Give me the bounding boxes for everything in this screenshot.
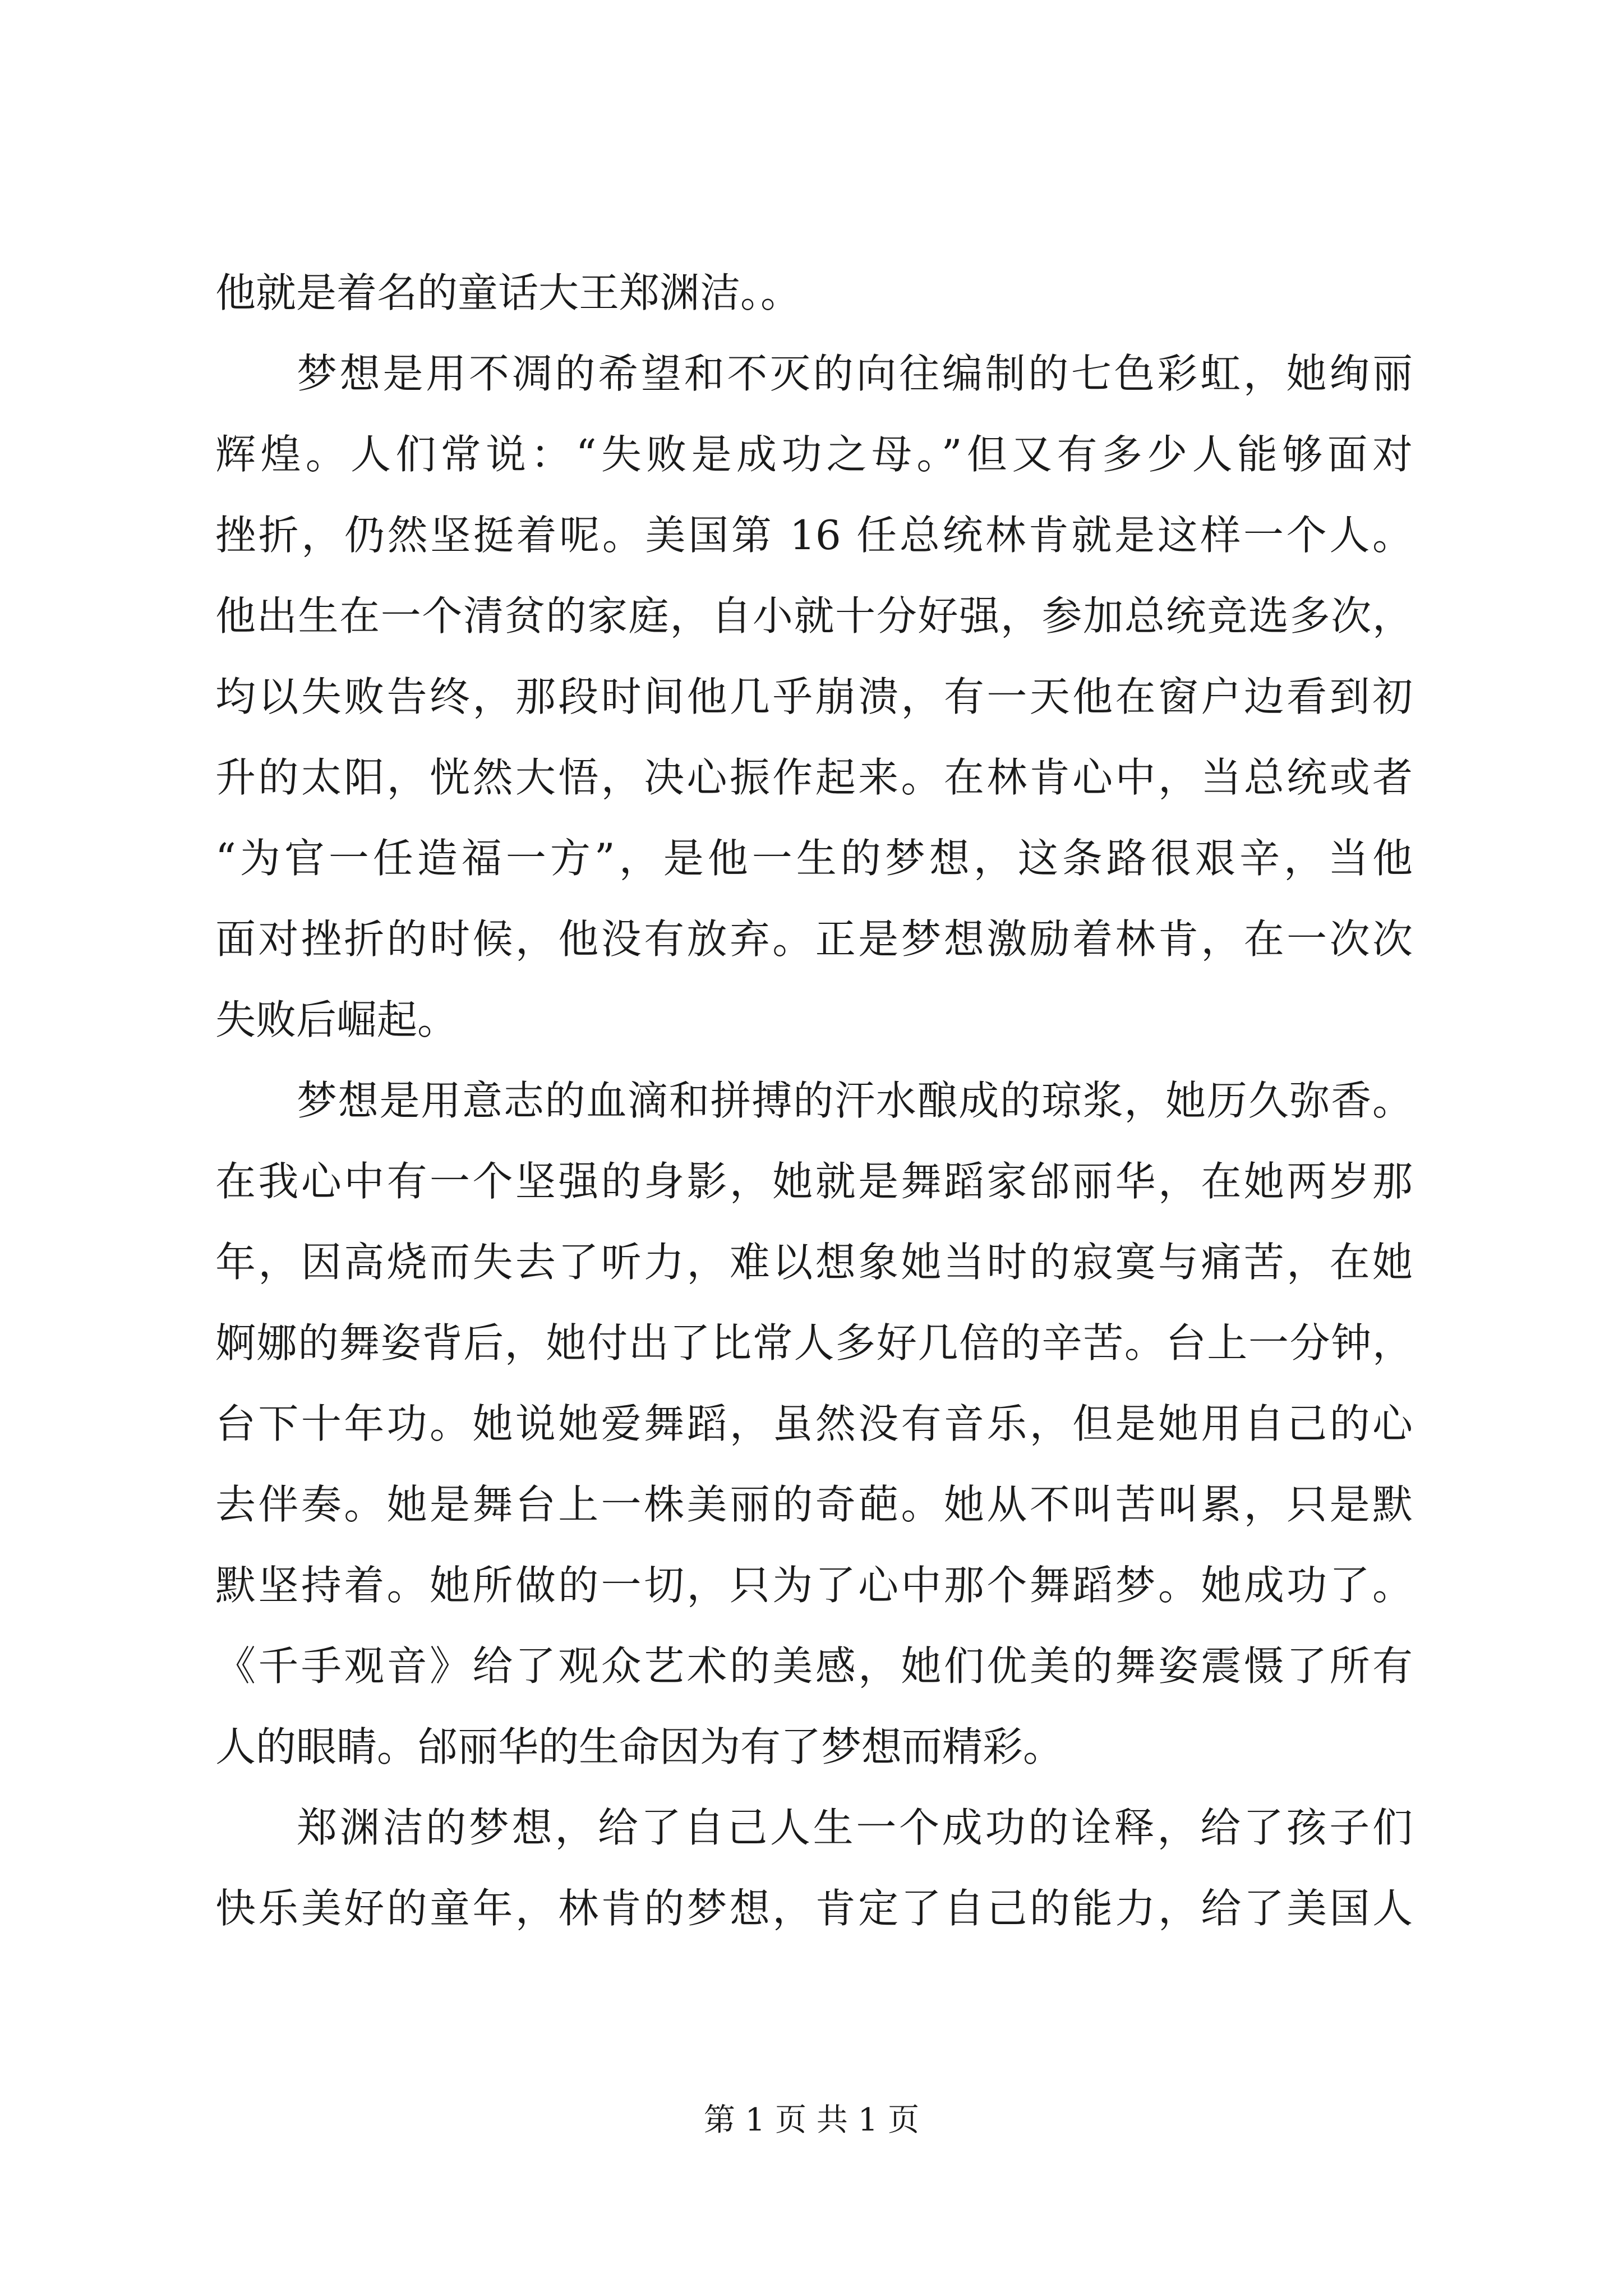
text-line: 挫折，仍然坚挺着呢。美国第 16 任总统林肯就是这样一个人。 (215, 512, 1413, 559)
text-line: 他出生在一个清贫的家庭，自小就十分好强，参加总统竞选多次， (215, 592, 1413, 639)
page-footer (0, 2098, 1623, 2143)
paragraph-start-line: 郑渊洁的梦想，给了自己人生一个成功的诠释，给了孩子们 (297, 1804, 1413, 1851)
text-line: 去伴奏。她是舞台上一株美丽的奇葩。她从不叫苦叫累，只是默 (215, 1481, 1413, 1528)
paragraph-end-line: 人的眼睛。邰丽华的生命因为有了梦想而精彩。 (215, 1723, 1064, 1770)
page-number-label: 第 1 页 共 1 页 (703, 2102, 920, 2138)
text-line: “为官一任造福一方”，是他一生的梦想，这条路很艰辛，当他 (215, 835, 1413, 882)
text-line: 他就是着名的童话大王郑渊洁。。 (215, 269, 801, 316)
text-line: 台下十年功。她说她爱舞蹈，虽然没有音乐，但是她用自己的心 (215, 1400, 1413, 1447)
text-line: 婀娜的舞姿背后，她付出了比常人多好几倍的辛苦。台上一分钟， (215, 1319, 1413, 1366)
paragraph-start-line: 梦想是用意志的血滴和拼搏的汗水酿成的琼浆，她历久弥香。 (297, 1077, 1413, 1124)
text-line: 均以失败告终，那段时间他几乎崩溃，有一天他在窗户边看到初 (215, 673, 1413, 720)
text-line: 年，因高烧而失去了听力，难以想象她当时的寂寞与痛苦，在她 (215, 1239, 1413, 1286)
text-line: 面对挫折的时候，他没有放弃。正是梦想激励着林肯，在一次次 (215, 915, 1413, 963)
paragraph-start-line: 梦想是用不凋的希望和不灭的向往编制的七色彩虹，她绚丽 (297, 350, 1413, 397)
text-line: 《千手观音》给了观众艺术的美感，她们优美的舞姿震慑了所有 (215, 1642, 1413, 1690)
paragraph-end-line: 失败后崛起。 (215, 996, 458, 1043)
text-line: 默坚持着。她所做的一切，只为了心中那个舞蹈梦。她成功了。 (215, 1562, 1413, 1609)
text-line: 在我心中有一个坚强的身影，她就是舞蹈家邰丽华，在她两岁那 (215, 1158, 1413, 1205)
text-line: 快乐美好的童年，林肯的梦想，肯定了自己的能力，给了美国人 (215, 1885, 1413, 1932)
text-line: 升的太阳，恍然大悟，决心振作起来。在林肯心中，当总统或者 (215, 754, 1413, 801)
body-text (215, 252, 1413, 1949)
text-line: 辉煌。人们常说：“失败是成功之母。”但又有多少人能够面对 (215, 431, 1413, 478)
